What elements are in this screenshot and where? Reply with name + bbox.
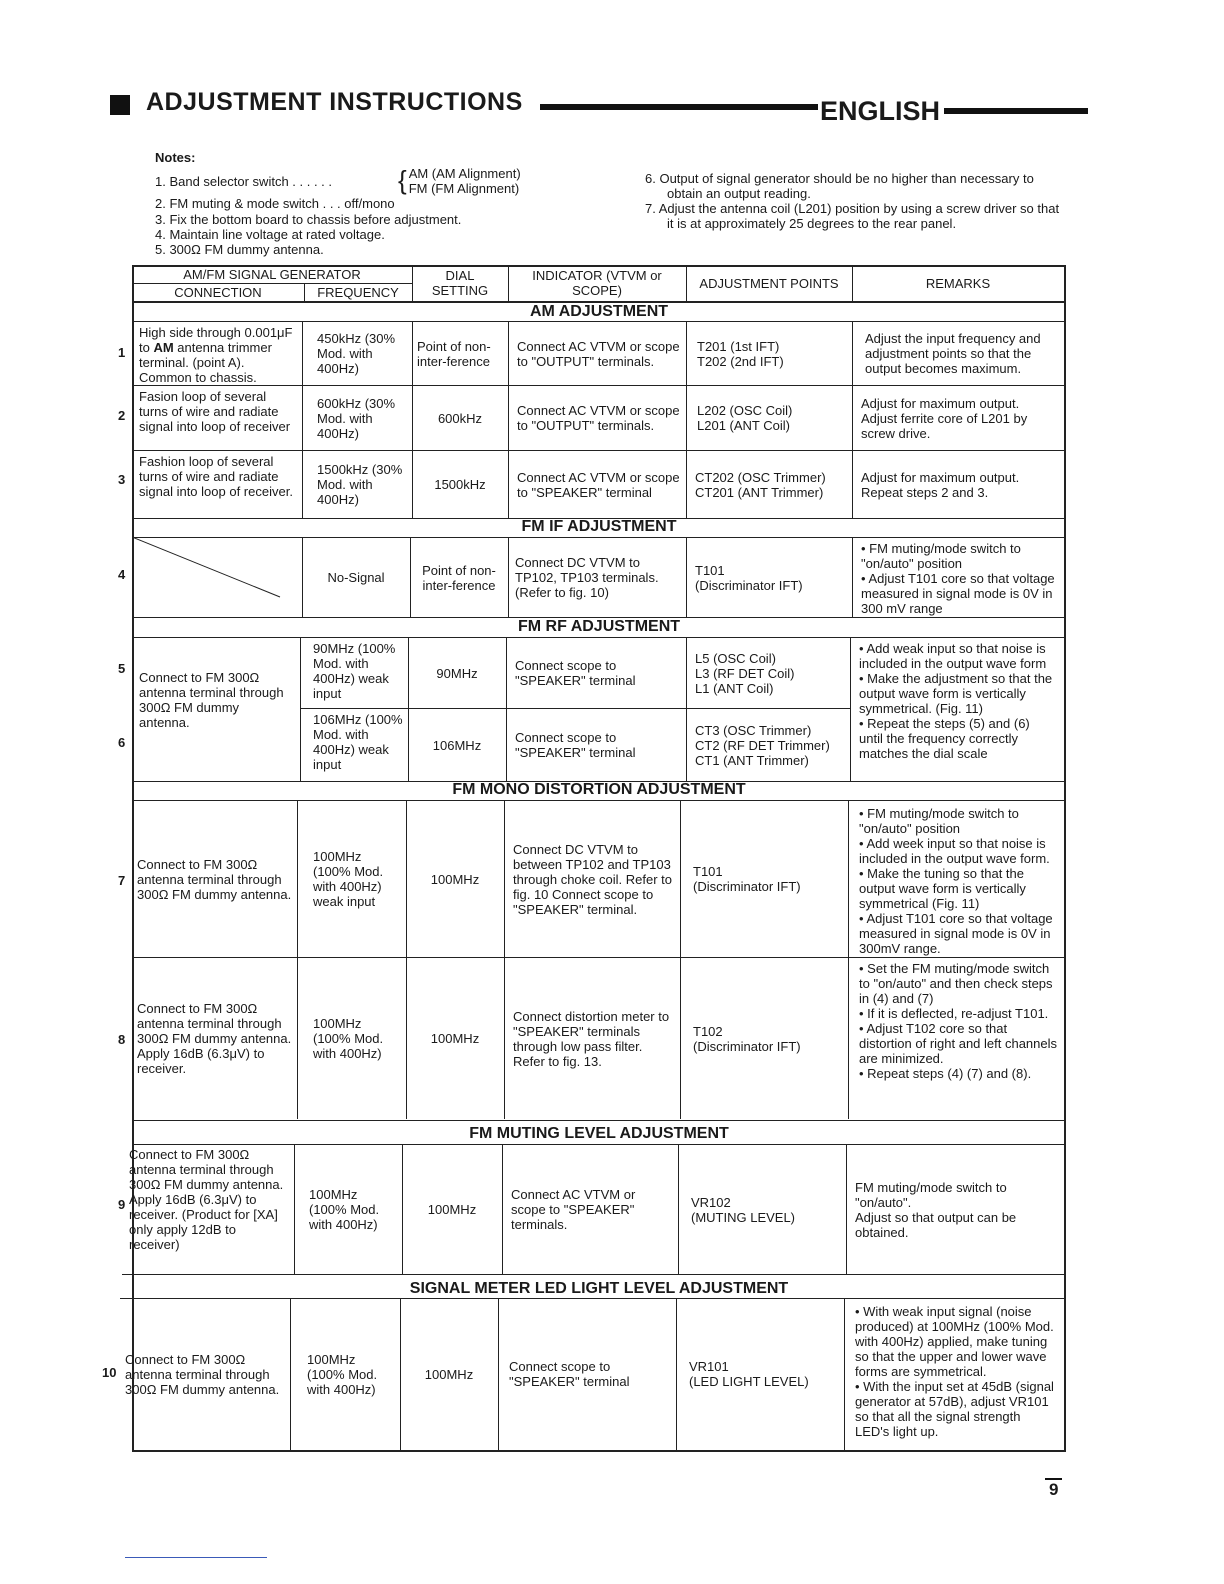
section-fm-if: FM IF ADJUSTMENT — [521, 518, 677, 535]
note-6: 6. Output of signal generator should be no higher than necessary to obtain an output reading. — [645, 171, 1034, 201]
row5-indicator: Connect scope to "SPEAKER" terminal — [515, 658, 636, 688]
notes-heading: Notes: — [155, 150, 196, 165]
empty-cell-diagonal — [132, 537, 302, 617]
step-number: 9 — [118, 1197, 126, 1212]
row9-adjustment: VR102 (MUTING LEVEL) — [691, 1194, 796, 1225]
row1-connection: High side through 0.001μF to AM antenna trimmer terminal. (point A). Common to chassis. — [139, 325, 293, 385]
row10-connection: Connect to FM 300Ω antenna terminal through 300Ω FM dummy antenna. — [125, 1351, 280, 1397]
step-number: 3 — [118, 472, 126, 487]
header-adjustment: ADJUSTMENT POINTS — [699, 275, 839, 291]
row9-dial: 100MHz — [427, 1202, 477, 1217]
row7-dial: 100MHz — [430, 871, 480, 887]
row4-adjustment: T101 (Discriminator IFT) — [695, 562, 803, 593]
note-1-am: AM (AM Alignment) — [408, 166, 521, 181]
heading-bullet — [110, 95, 130, 115]
row4-indicator: Connect DC VTVM to TP102, TP103 terminals. (Refer to fig. 10) — [515, 555, 659, 600]
row7-indicator: Connect DC VTVM to between TP102 and TP103 through choke coil. Refer to fig. 10 Connect scope to "SPEAKER" terminal. — [513, 841, 672, 917]
header-dial: DIAL SETTING — [431, 268, 489, 298]
row7-remarks: • FM muting/mode switch to "on/auto" position • Add week input so that noise is included in the output wave form. • Make the tuning so that the output wave form is vertically symmetrical (Fig. 11) • Adjust T101 core so that voltage measured in signal mode is 0V in 300mV range. — [859, 806, 1053, 956]
step-number: 10 — [102, 1365, 117, 1380]
row9-frequency: 100MHz (100% Mod. with 400Hz) — [309, 1187, 380, 1232]
note-1 — [155, 174, 332, 189]
row5-adjustment: L5 (OSC Coil) L3 (RF DET Coil) L1 (ANT Coil) — [695, 650, 795, 696]
row3-dial: 1500kHz — [434, 477, 486, 492]
row2-dial: 600kHz — [437, 410, 483, 426]
row1-indicator: Connect AC VTVM or scope to "OUTPUT" terminals. — [517, 338, 680, 369]
note-1-brace: { AM (AM Alignment) FM (FM Alignment) — [398, 165, 521, 196]
row2-indicator: Connect AC VTVM or scope to "OUTPUT" terminals. — [517, 403, 680, 433]
note-3: 3. Fix the bottom board to chassis before adjustment. — [155, 212, 462, 227]
row1-dial: Point of non-inter-ference — [417, 338, 491, 369]
note-5: 5. 300Ω FM dummy antenna. — [155, 242, 324, 257]
row9-connection: Connect to FM 300Ω antenna terminal through 300Ω FM dummy antenna. Apply 16dB (6.3μV) to receiver. (Product for [XA] only apply 12dB to receiver) — [129, 1147, 284, 1252]
row8-frequency: 100MHz (100% Mod. with 400Hz) — [313, 1016, 384, 1061]
page-number: 9 — [1045, 1478, 1062, 1500]
row3-adjustment: CT202 (OSC Trimmer) CT201 (ANT Trimmer) — [695, 469, 826, 500]
language-rule — [944, 108, 1088, 114]
row6-adjustment: CT3 (OSC Trimmer) CT2 (RF DET Trimmer) CT1 (ANT Trimmer) — [695, 722, 830, 768]
row3-frequency: 1500kHz (30% Mod. with 400Hz) — [317, 462, 403, 507]
note-1-label: 1. Band selector switch . . . . . . — [155, 174, 333, 189]
section-am: AM ADJUSTMENT — [529, 303, 669, 320]
note-1-fm: FM (FM Alignment) — [408, 181, 520, 196]
row6-frequency: 106MHz (100% Mod. with 400Hz) weak input — [313, 712, 403, 772]
row5-dial: 90MHz — [436, 665, 478, 681]
footer-rule — [125, 1557, 267, 1558]
header-indicator: INDICATOR (VTVM or SCOPE) — [532, 268, 662, 298]
row2-frequency: 600kHz (30% Mod. with 400Hz) — [317, 395, 396, 441]
header-generator: AM/FM SIGNAL GENERATOR — [183, 266, 361, 282]
row5-frequency: 90MHz (100% Mod. with 400Hz) weak input — [313, 641, 396, 701]
header-frequency: FREQUENCY — [317, 284, 399, 300]
section-fm-mono: FM MONO DISTORTION ADJUSTMENT — [452, 781, 746, 798]
row1-frequency: 450kHz (30% Mod. with 400Hz) — [317, 331, 396, 376]
row3-connection: Fashion loop of several turns of wire and radiate signal into loop of receiver. — [139, 454, 293, 499]
section-fm-rf: FM RF ADJUSTMENT — [517, 618, 681, 635]
step-number: 2 — [118, 408, 126, 423]
row8-indicator: Connect distortion meter to "SPEAKER" terminals through low pass filter. Refer to fig. 13. — [513, 1008, 670, 1069]
row6-indicator: Connect scope to "SPEAKER" terminal — [515, 730, 636, 760]
row6-dial: 106MHz — [432, 737, 482, 753]
row7-adjustment: T101 (Discriminator IFT) — [693, 864, 801, 894]
row8-connection: Connect to FM 300Ω antenna terminal through 300Ω FM dummy antenna. Apply 16dB (6.3μV) to receiver. — [137, 1001, 292, 1076]
note-4: 4. Maintain line voltage at rated voltage. — [155, 227, 385, 242]
row9-remarks: FM muting/mode switch to "on/auto". Adjust so that output can be obtained. — [855, 1179, 1017, 1240]
step-number: 7 — [118, 873, 126, 888]
header-remarks: REMARKS — [925, 275, 991, 291]
row8-dial: 100MHz — [430, 1031, 480, 1046]
row4-frequency: No-Signal — [327, 570, 385, 585]
title-rule — [540, 104, 818, 110]
row2-remarks: Adjust for maximum output. Adjust ferrite core of L201 by screw drive. — [861, 395, 1028, 441]
row1-remarks: Adjust the input frequency and adjustment points so that the output becomes maximum. — [865, 331, 1041, 376]
row4-dial: Point of non-inter-ference — [422, 562, 496, 593]
row7-frequency: 100MHz (100% Mod. with 400Hz) weak input — [313, 849, 384, 909]
row3-remarks: Adjust for maximum output. Repeat steps 2 and 3. — [861, 469, 1020, 500]
adjustment-table — [102, 265, 1066, 1452]
step-number: 1 — [118, 345, 126, 360]
row9-indicator: Connect AC VTVM or scope to "SPEAKER" terminals. — [511, 1187, 636, 1232]
row4-remarks: • FM muting/mode switch to "on/auto" position • Adjust T101 core so that voltage measured in signal mode is 0V in 300 mV range — [861, 541, 1055, 616]
section-signal-meter: SIGNAL METER LED LIGHT LEVEL ADJUSTMENT — [409, 1280, 789, 1297]
row8-adjustment: T102 (Discriminator IFT) — [693, 1023, 801, 1054]
step-number: 6 — [118, 735, 126, 750]
section-fm-muting: FM MUTING LEVEL ADJUSTMENT — [469, 1125, 729, 1142]
row3-indicator: Connect AC VTVM or scope to "SPEAKER" terminal — [517, 469, 680, 500]
row2-connection: Fasion loop of several turns of wire and radiate signal into loop of receiver — [139, 389, 291, 434]
row10-adjustment: VR101 (LED LIGHT LEVEL) — [689, 1359, 809, 1389]
rows5-6-remarks: • Add weak input so that noise is included in the output wave form • Make the adjustment so that the output wave form is vertically symmetrical. (Fig. 11) • Repeat the steps (5) and (6) until the frequency correctly matches the dial scale — [859, 641, 1053, 761]
header-connection: CONNECTION — [174, 284, 262, 300]
row2-adjustment: L202 (OSC Coil) L201 (ANT Coil) — [697, 403, 793, 433]
language-label: ENGLISH — [820, 96, 941, 126]
row10-dial: 100MHz — [424, 1366, 474, 1382]
row8-remarks: • Set the FM muting/mode switch to "on/auto" and then check steps in (4) and (7) • If it is deflected, re-adjust T101. • Adjust T102 core so that distortion of right and left channels are minimized. • Repeat steps (4) (7) and (8). — [859, 961, 1058, 1081]
row10-indicator: Connect scope to "SPEAKER" terminal — [509, 1359, 630, 1389]
row10-remarks: • With weak input signal (noise produced) at 100MHz (100% Mod. with 400Hz) applied, make tuning so that the upper and lower wave forms are symmetrical. • With the input set at 45dB (signal generator at 57dB), adjust VR101 so that all the signal strength LED's light up. — [855, 1304, 1054, 1439]
step-number: 4 — [118, 567, 126, 582]
step-number: 5 — [118, 661, 126, 676]
step-number: 8 — [118, 1032, 126, 1047]
row10-frequency: 100MHz (100% Mod. with 400Hz) — [307, 1351, 378, 1397]
note-2: 2. FM muting & mode switch . . . off/mono — [155, 196, 395, 211]
note-7: 7. Adjust the antenna coil (L201) position by using a screw driver so that it is at approximately 25 degrees to the rear panel. — [645, 201, 1060, 231]
rows5-6-connection: Connect to FM 300Ω antenna terminal through 300Ω FM dummy antenna. — [139, 670, 284, 730]
row7-connection: Connect to FM 300Ω antenna terminal through 300Ω FM dummy antenna. — [137, 856, 292, 902]
page-title: ADJUSTMENT INSTRUCTIONS — [146, 88, 523, 116]
row1-adjustment: T201 (1st IFT) T202 (2nd IFT) — [697, 338, 784, 369]
